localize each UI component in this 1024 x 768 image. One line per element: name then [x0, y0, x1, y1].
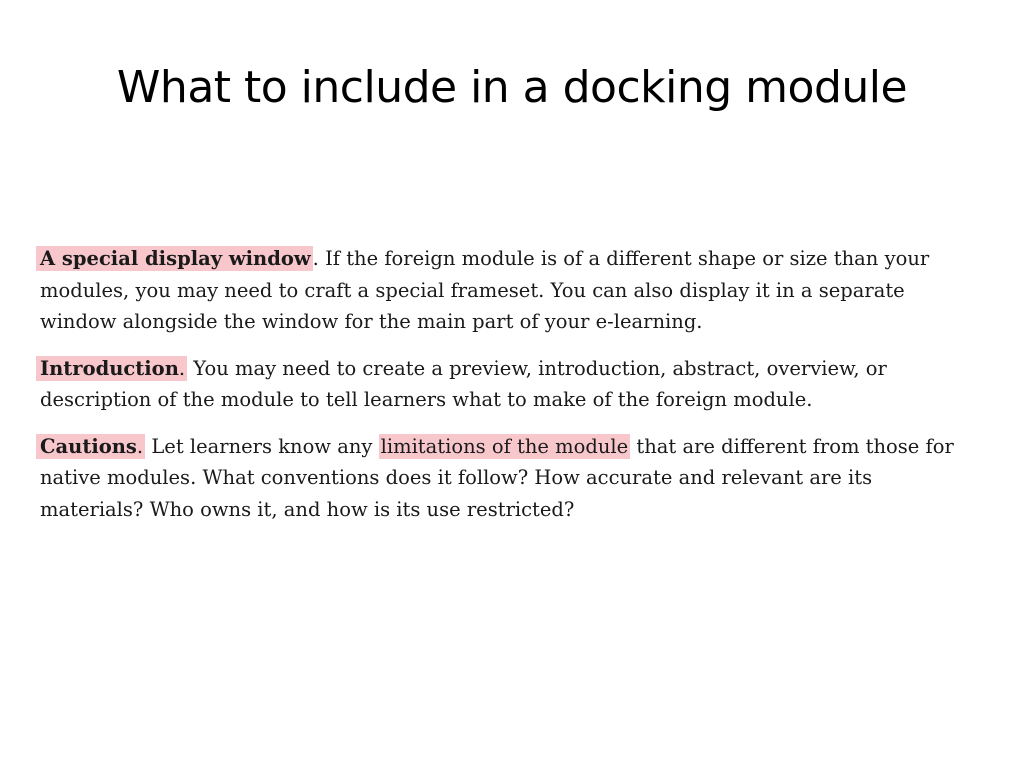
paragraph-text-special-display-window: If the foreign module is of a different shape or size than your modules, you may need to craft a special frameset. You can also display it in a separate window alongside the window for the main part of your e-learning. [40, 247, 930, 333]
highlight-lead-special-display-window [36, 246, 313, 271]
slide-title: What to include in a docking module [116, 62, 908, 113]
book-excerpt [36, 243, 960, 540]
highlight-lead-introduction [36, 356, 187, 381]
lead-cautions: Cautions [40, 434, 137, 458]
lead-special-display-window: A special display window [40, 247, 311, 270]
highlight-limitations-of-the-module: limitations of the module [380, 434, 629, 458]
paragraph-text-cautions-before: Let learners know any [145, 434, 379, 458]
paragraph-special-display-window [36, 243, 960, 338]
lead-punctuation: . [312, 247, 319, 270]
highlight-lead-cautions [36, 434, 145, 459]
lead-introduction: Introduction [40, 356, 179, 380]
paragraph-text-cautions-after: that are different from those for native modules. What conventions does it follow? How accurate and relevant are its materials? Who owns it, and how is its use restricted? [40, 434, 954, 521]
lead-punctuation: . [178, 356, 186, 380]
paragraph-text-introduction: You may need to create a preview, introduction, abstract, overview, or description of the module to tell learners what to make of the foreign module. [40, 356, 887, 411]
lead-punctuation: . [136, 434, 144, 458]
paragraph-introduction [36, 353, 960, 416]
paragraph-cautions [36, 431, 960, 526]
